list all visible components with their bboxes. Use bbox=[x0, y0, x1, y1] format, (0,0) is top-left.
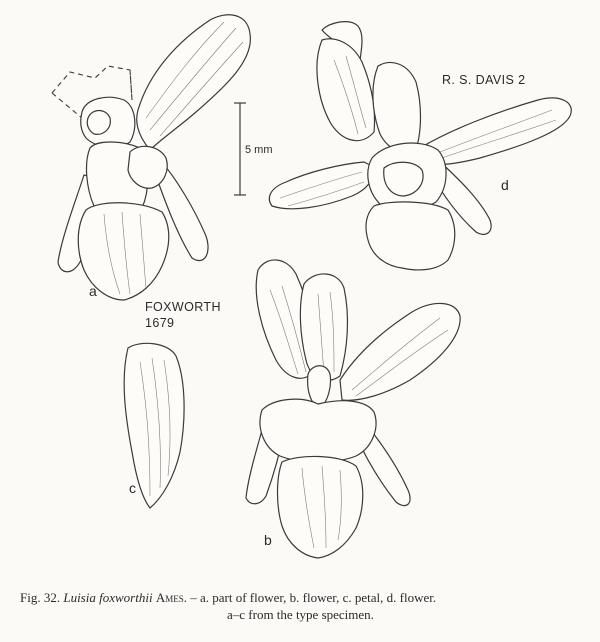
scale-bar-label: 5 mm bbox=[245, 144, 273, 156]
collector-foxworth-number: 1679 bbox=[145, 316, 175, 330]
caption-fig-number: Fig. 32. bbox=[20, 590, 61, 605]
label-a: a bbox=[89, 283, 97, 299]
collector-foxworth-name: FOXWORTH bbox=[145, 300, 221, 314]
label-d: d bbox=[501, 177, 509, 193]
collector-davis: R. S. DAVIS 2 bbox=[442, 73, 526, 87]
caption-line2: a–c from the type specimen. bbox=[227, 607, 374, 622]
label-c: c bbox=[129, 480, 136, 496]
label-b: b bbox=[264, 532, 272, 548]
figure-caption bbox=[20, 589, 590, 623]
caption-author: Ames. bbox=[155, 590, 187, 605]
caption-species: Luisia foxworthii bbox=[63, 590, 153, 605]
figure-b-flower bbox=[246, 260, 460, 558]
caption-description: – a. part of flower, b. flower, c. petal, d. flower. bbox=[186, 590, 437, 605]
figure-a-part-of-flower bbox=[52, 15, 250, 300]
figure-d-flower bbox=[269, 22, 571, 270]
